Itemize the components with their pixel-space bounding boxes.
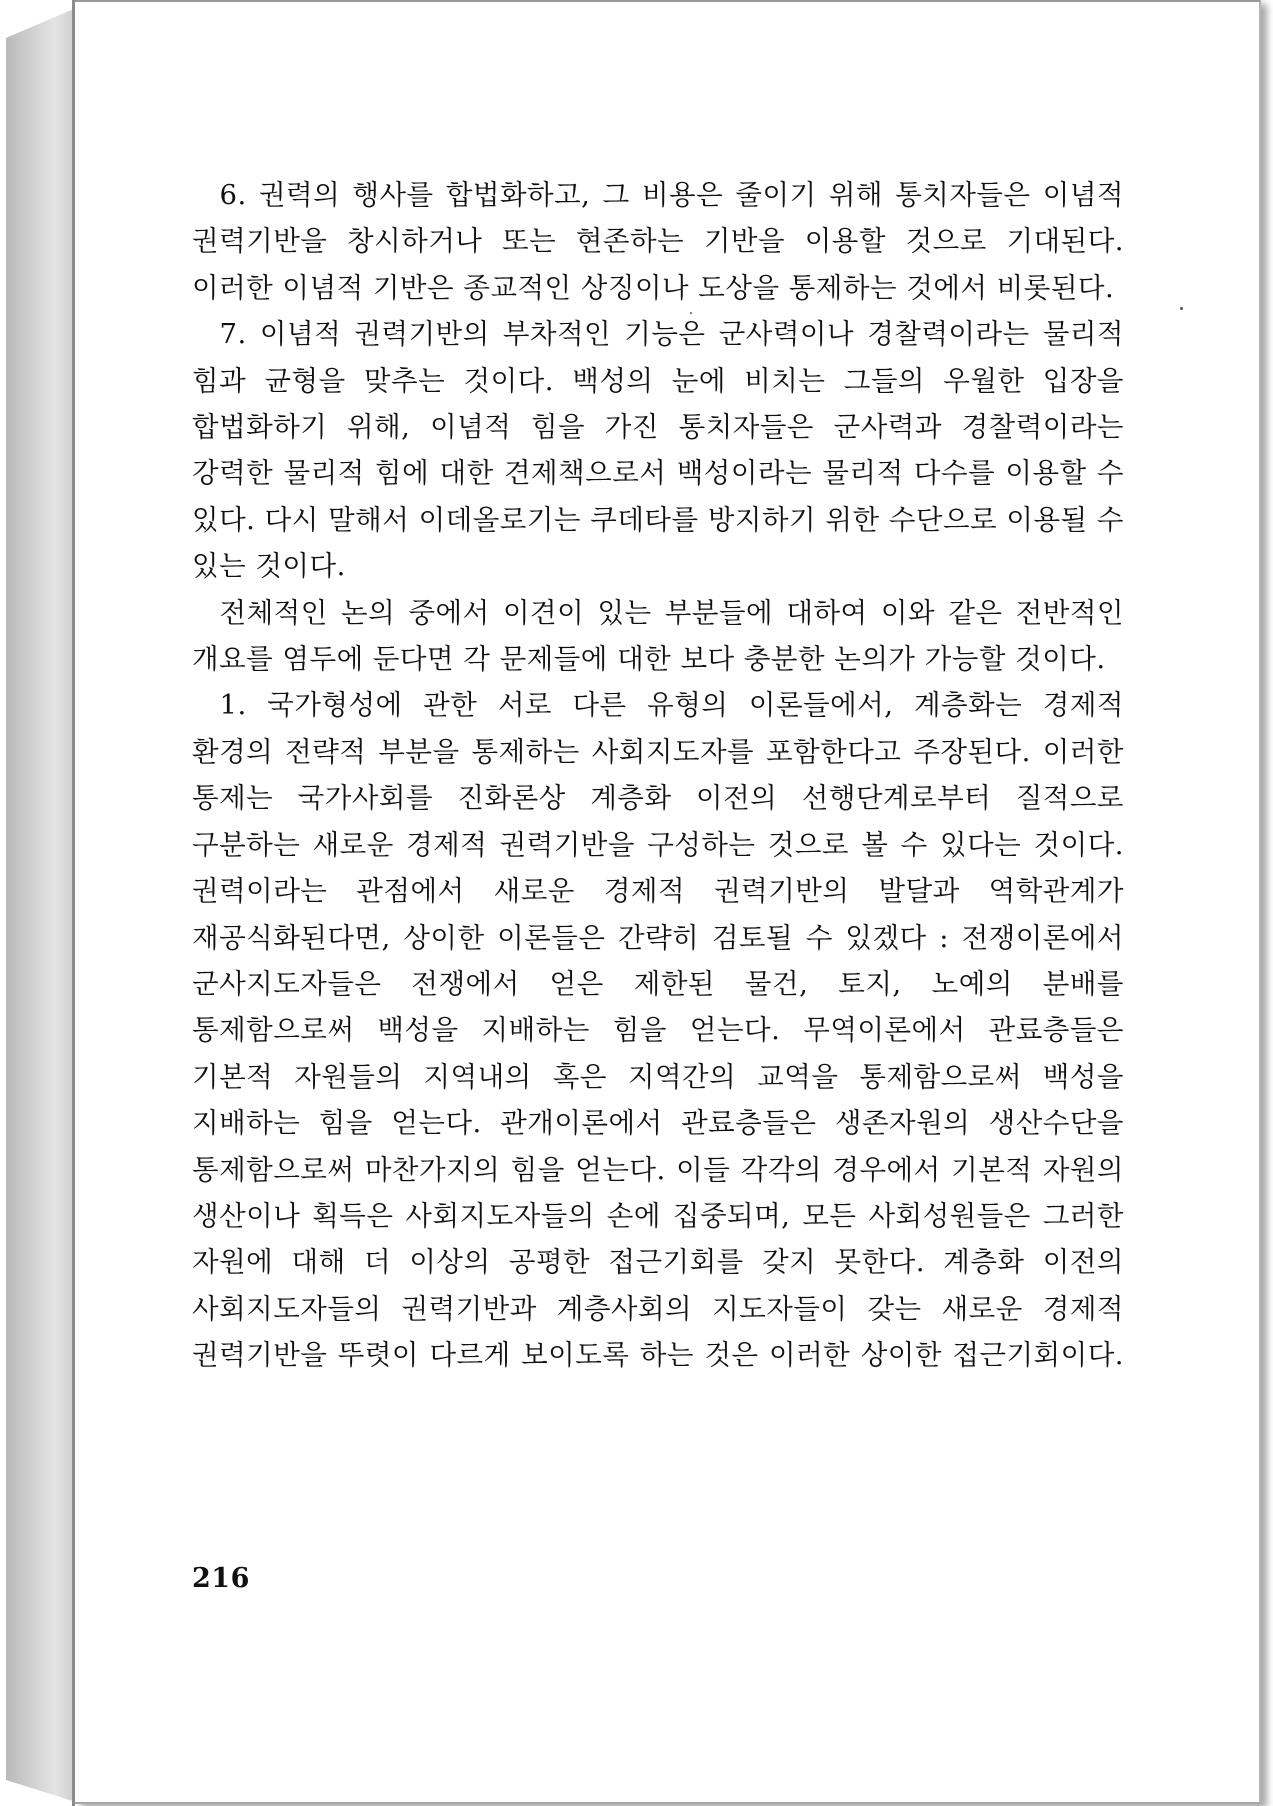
page-number: 216 bbox=[192, 1563, 250, 1594]
page-body-text bbox=[192, 172, 1124, 1379]
scan-speck bbox=[690, 312, 692, 314]
paragraph-7: 7. 이념적 권력기반의 부차적인 기능은 군사력이나 경찰력이라는 물리적 힘과 균형을 맞추는 것이다. 백성의 눈에 비치는 그들의 우월한 입장을 합법화하기 위해, 이념적 힘을 가진 통치자들은 군사력과 경찰력이라는 강력한 물리적 힘에 대한 견제책으로서 백성이라는 물리적 다수를 이용할 수 있다. 다시 말해서 이데올로기는 쿠데타를 방지하기 위한 수단으로 이용될 수 있는 것이다. bbox=[192, 318, 1124, 583]
paragraph-1: 1. 국가형성에 관한 서로 다른 유형의 이론들에서, 계층화는 경제적 환경의 전략적 부분을 통제하는 사회지도자를 포함한다고 주장된다. 이러한 통제는 국가사회를 진화론상 계층화 이전의 선행단계로부터 질적으로 구분하는 새로운 경제적 권력기반을 구성하는 것으로 볼 수 있다는 것이다. 권력이라는 관점에서 새로운 경제적 권력기반의 발달과 역학관계가 재공식화된다면, 상이한 이론들은 간략히 검토될 수 있겠다 : 전쟁이론에서 군사지도자들은 전쟁에서 얻은 제한된 물건, 토지, 노예의 분배를 통제함으로써 백성을 지배하는 힘을 얻는다. 무역이론에서 관료층들은 기본적 자원들의 지역내의 혹은 지역간의 교역을 통제함으로써 백성을 지배하는 힘을 얻는다. 관개이론에서 관료층들은 생존자원의 생산수단을 통제함으로써 마찬가지의 힘을 얻는다. 이들 각각의 경우에서 기본적 자원의 생산이나 획득은 사회지도자들의 손에 집중되며, 모든 사회성원들은 그러한 자원에 대해 더 이상의 공평한 접근기회를 갖지 못한다. 계층화 이전의 사회지도자들의 권력기반과 계층사회의 지도자들이 갖는 새로운 경제적 권력기반을 뚜렷이 다르게 보이도록 하는 것은 이러한 상이한 접근기회이다. bbox=[192, 689, 1124, 1372]
book-spine bbox=[6, 8, 76, 1802]
paragraph-overview: 전체적인 논의 중에서 이견이 있는 부분들에 대하여 이와 같은 전반적인 개요를 염두에 둔다면 각 문제들에 대한 보다 충분한 논의가 가능할 것이다. bbox=[192, 596, 1124, 676]
paragraph-6: 6. 권력의 행사를 합법화하고, 그 비용은 줄이기 위해 통치자들은 이념적 권력기반을 창시하거나 또는 현존하는 기반을 이용할 것으로 기대된다. 이러한 이념적 기반은 종교적인 상징이나 도상을 통제하는 것에서 비롯된다. bbox=[192, 179, 1124, 304]
scan-speck bbox=[1180, 307, 1183, 310]
